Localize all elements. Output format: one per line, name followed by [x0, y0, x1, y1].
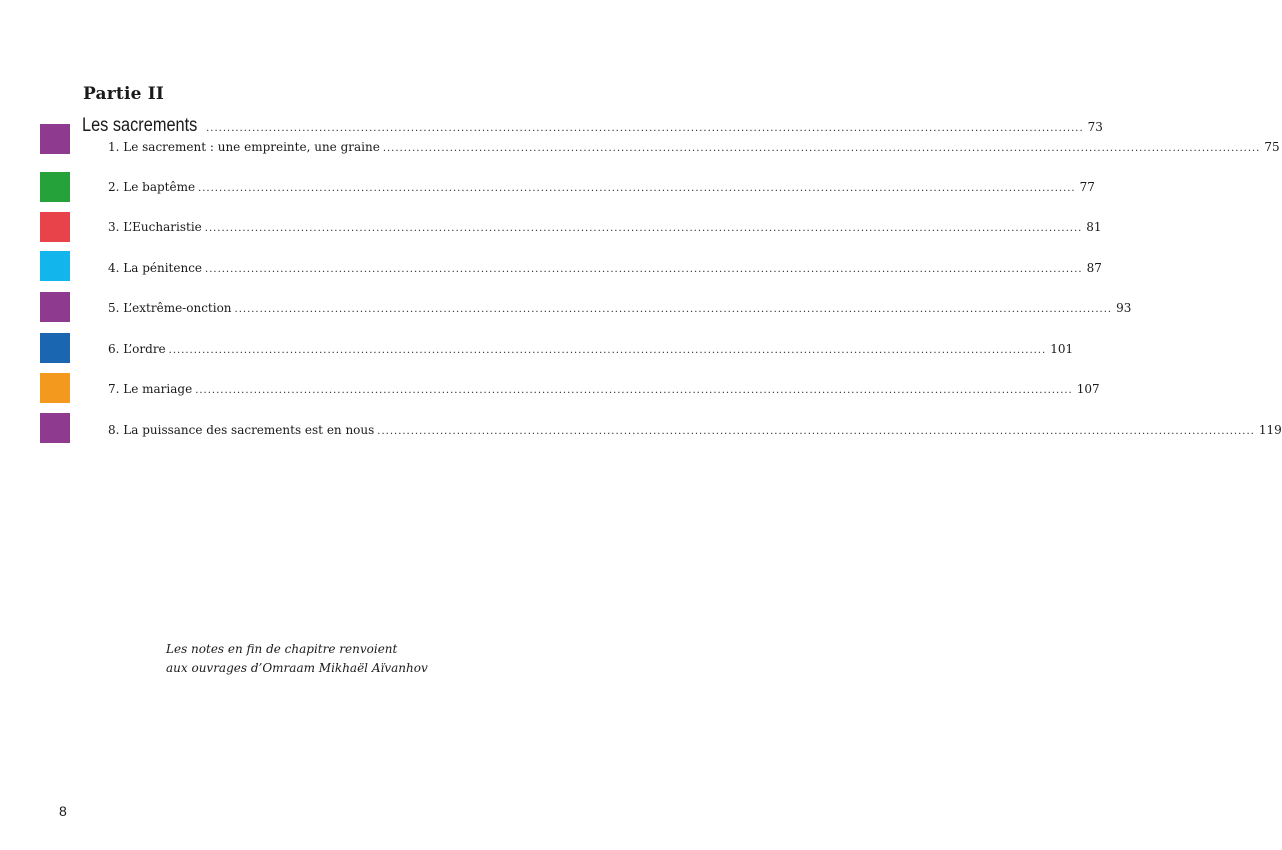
toc-entry-label: 1. Le sacrement : une empreinte, une graine — [108, 140, 380, 154]
page-number: 8 — [59, 803, 67, 819]
toc-entry-page: 93 — [1116, 301, 1132, 315]
toc-entry-label: 4. La pénitence — [108, 261, 203, 275]
toc-entry-label: 2. Le baptême — [108, 180, 196, 194]
note-line: aux ouvrages d’Omraam Mikhaël Aïvanhov — [166, 661, 428, 675]
dot-leader: .................................................................................................................................................................................................................. — [198, 183, 1076, 194]
toc-entry[interactable] — [108, 220, 1102, 238]
color-swatch — [40, 124, 70, 154]
toc-entry[interactable] — [108, 180, 1095, 198]
dot-leader: .................................................................................................................................................................................................................. — [204, 223, 1083, 234]
toc-entry-label: 7. Le mariage — [108, 382, 193, 396]
color-swatch — [40, 292, 70, 322]
toc-entry-label: 8. La puissance des sacrements est en nous — [108, 423, 375, 437]
editorial-note — [166, 640, 466, 678]
note-line: Les notes en fin de chapitre renvoient — [166, 642, 398, 656]
toc-entry[interactable] — [108, 301, 1132, 319]
toc-section-row[interactable] — [82, 115, 1103, 139]
toc-entry-page: 107 — [1076, 382, 1100, 396]
toc-entry-page: 77 — [1079, 180, 1095, 194]
toc-entry[interactable] — [108, 423, 1282, 441]
color-swatch — [40, 251, 70, 281]
toc-entry-page: 119 — [1258, 423, 1282, 437]
toc-entry-label: 6. L’ordre — [108, 342, 166, 356]
toc-entry-label: 3. L’Eucharistie — [108, 220, 202, 234]
section-title: Les sacrements — [82, 115, 198, 136]
dot-leader: .................................................................................................................................................................................................................. — [206, 123, 1084, 134]
toc-entry-page: 81 — [1086, 220, 1102, 234]
toc-entry-page: 75 — [1264, 140, 1280, 154]
toc-entry[interactable] — [108, 140, 1280, 158]
color-swatch — [40, 172, 70, 202]
toc-entry-page: 101 — [1050, 342, 1074, 356]
dot-leader: .................................................................................................................................................................................................................. — [205, 264, 1083, 275]
toc-entry[interactable] — [108, 382, 1100, 400]
color-swatch — [40, 212, 70, 242]
section-page-number: 73 — [1087, 120, 1103, 134]
color-swatch — [40, 373, 70, 403]
dot-leader: .................................................................................................................................................................................................................. — [195, 385, 1073, 396]
dot-leader: .................................................................................................................................................................................................................. — [168, 345, 1047, 356]
color-swatch — [40, 333, 70, 363]
color-swatch — [40, 413, 70, 443]
part-title: Partie II — [83, 84, 165, 104]
toc-entry-label: 5. L’extrême-onction — [108, 301, 232, 315]
dot-leader: .................................................................................................................................................................................................................. — [234, 304, 1113, 315]
toc-entry-page: 87 — [1086, 261, 1102, 275]
dot-leader: .................................................................................................................................................................................................................. — [382, 143, 1261, 154]
toc-entry[interactable] — [108, 261, 1102, 279]
dot-leader: .................................................................................................................................................................................................................. — [377, 426, 1255, 437]
toc-entry[interactable] — [108, 342, 1074, 360]
